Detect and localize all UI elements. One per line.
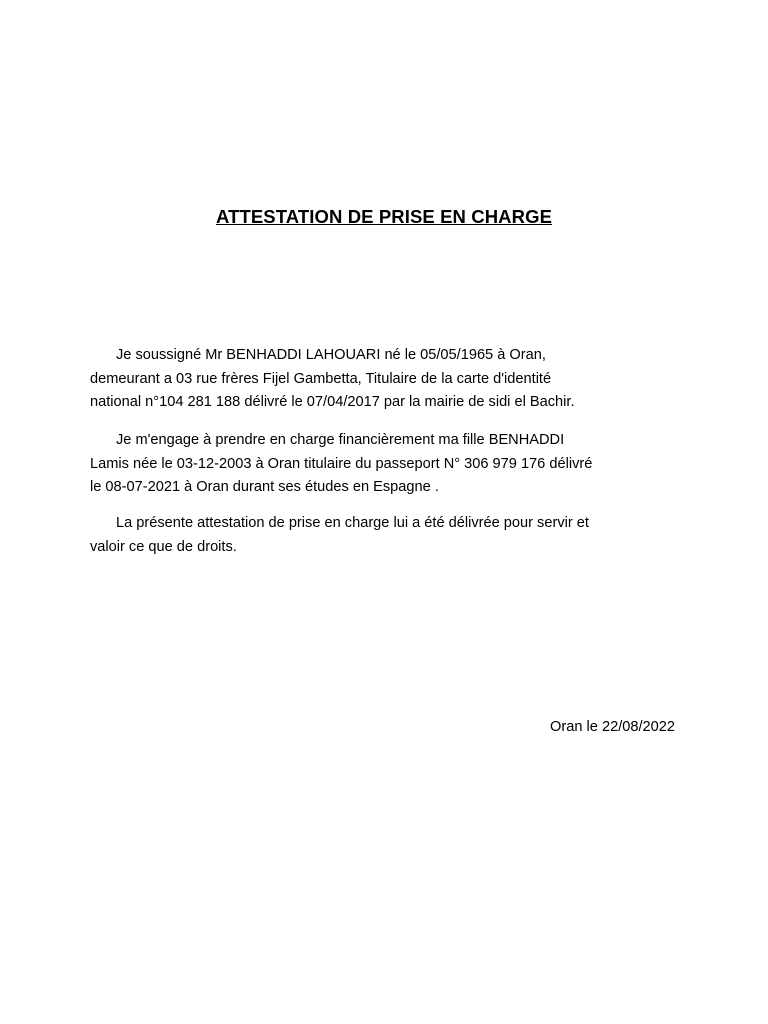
paragraph-line: Lamis née le 03-12-2003 à Oran titulaire du passeport N° 306 979 176 délivré: [90, 455, 593, 472]
paragraph-line: national n°104 281 188 délivré le 07/04/2017 par la mairie de sidi el Bachir.: [90, 394, 575, 410]
paragraph-line: Je soussigné Mr BENHADDI LAHOUARI né le 05/05/1965 à Oran,: [116, 347, 546, 363]
paragraph-commitment: [90, 429, 690, 500]
paragraph-closing: [90, 512, 690, 559]
place-and-date: Oran le 22/08/2022: [550, 719, 675, 735]
paragraph-declarant-identity: [90, 344, 690, 415]
paragraph-line: La présente attestation de prise en charge lui a été délivrée pour servir et: [116, 515, 589, 531]
paragraph-line: Je m'engage à prendre en charge financièrement ma fille BENHADDI: [116, 432, 565, 448]
paragraph-line: valoir ce que de droits.: [90, 538, 237, 555]
paragraph-line: demeurant a 03 rue frères Fijel Gambetta, Titulaire de la carte d'identité: [90, 370, 552, 387]
document-title: ATTESTATION DE PRISE EN CHARGE: [215, 206, 553, 227]
paragraph-line: le 08-07-2021 à Oran durant ses études en Espagne .: [90, 479, 439, 495]
